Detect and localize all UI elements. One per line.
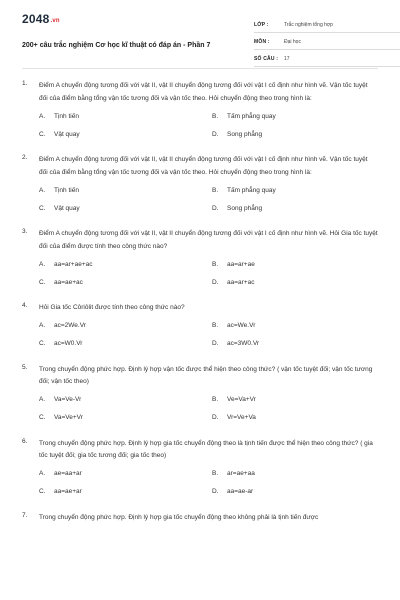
info-value: 17 bbox=[284, 56, 290, 62]
info-value[interactable]: Đại học bbox=[284, 39, 301, 45]
answer-option-text: Vật quay bbox=[54, 204, 80, 212]
answer-option[interactable] bbox=[212, 185, 385, 195]
answer-option-letter: C. bbox=[39, 130, 46, 138]
question-item bbox=[22, 438, 378, 497]
answer-option[interactable] bbox=[212, 111, 385, 121]
answer-option-text: ac=2We.Vr bbox=[54, 322, 86, 329]
answer-option[interactable] bbox=[212, 277, 385, 287]
answer-option-letter: D. bbox=[212, 340, 219, 347]
answer-option[interactable] bbox=[212, 203, 385, 213]
answer-option[interactable] bbox=[39, 487, 212, 497]
answer-option-letter: A. bbox=[39, 112, 46, 120]
answer-options bbox=[39, 395, 378, 423]
answer-option[interactable] bbox=[39, 259, 212, 269]
answer-option-letter: A. bbox=[39, 186, 46, 194]
answer-option[interactable] bbox=[212, 469, 385, 479]
answer-option-text: Va=Ve+Vr bbox=[54, 414, 83, 421]
question-item bbox=[22, 154, 378, 213]
question-number: 6. bbox=[22, 437, 28, 445]
answer-option-text: aa=ar+ae+ac bbox=[54, 260, 93, 268]
answer-option-letter: B. bbox=[212, 396, 219, 403]
answer-option[interactable] bbox=[39, 203, 212, 213]
answer-option-letter: C. bbox=[39, 204, 46, 212]
question-list bbox=[22, 80, 378, 537]
answer-option-text: ac=3W0.Vr bbox=[227, 340, 260, 347]
answer-option-text: Tấm phẳng quay bbox=[227, 112, 276, 120]
answer-option-text: Song phẳng bbox=[227, 204, 263, 212]
answer-option-letter: C. bbox=[39, 414, 46, 421]
info-row-count bbox=[254, 52, 400, 67]
answer-option-text: Ve=Va+Vr bbox=[227, 396, 256, 403]
answer-option-text: Song phẳng bbox=[227, 130, 263, 138]
answer-option[interactable] bbox=[39, 111, 212, 121]
answer-option-text: ae=aa+ar bbox=[54, 470, 82, 477]
info-label: SỐ CÂU : bbox=[254, 56, 279, 62]
question-number: 2. bbox=[22, 154, 28, 161]
answer-option[interactable] bbox=[39, 185, 212, 195]
answer-option-letter: D. bbox=[212, 130, 219, 138]
info-row-subject bbox=[254, 35, 400, 50]
answer-options bbox=[39, 259, 378, 287]
answer-option-text: aa=ar+ac bbox=[227, 278, 255, 286]
answer-options bbox=[39, 185, 378, 213]
question-item bbox=[22, 364, 378, 423]
answer-option-text: ar=ae+aa bbox=[227, 470, 255, 477]
answer-option-letter: B. bbox=[212, 260, 219, 268]
answer-option-text: aa=ae+ar bbox=[54, 488, 82, 495]
answer-option-text: aa=ar+ae bbox=[227, 260, 255, 268]
answer-option-letter: D. bbox=[212, 488, 219, 495]
answer-option-letter: D. bbox=[212, 204, 219, 212]
question-number: 4. bbox=[22, 302, 28, 309]
answer-option-text: Tấm phẳng quay bbox=[227, 186, 276, 194]
answer-option[interactable] bbox=[39, 277, 212, 287]
page-header bbox=[22, 12, 380, 60]
answer-option-letter: A. bbox=[39, 396, 46, 403]
answer-option[interactable] bbox=[39, 321, 212, 331]
answer-option-letter: B. bbox=[212, 186, 219, 194]
answer-option[interactable] bbox=[212, 339, 385, 349]
answer-option-letter: C. bbox=[39, 488, 46, 495]
question-item bbox=[22, 228, 378, 287]
answer-option[interactable] bbox=[39, 339, 212, 349]
answer-option-text: ac=We.Vr bbox=[227, 322, 256, 329]
answer-option[interactable] bbox=[212, 129, 385, 139]
logo-suffix-text: .vn bbox=[50, 18, 60, 24]
site-logo[interactable] bbox=[22, 12, 60, 26]
question-text: Điểm A chuyển động tương đối với vật II, vật II chuyển động tương đối với vật I cố định như hình vẽ. Hỏi Gia tốc tuyệt đối của điểm được tính theo công thức nào? bbox=[39, 230, 378, 250]
question-number: 5. bbox=[22, 363, 28, 371]
answer-options bbox=[39, 321, 378, 349]
answer-option-text: aa=ae+ac bbox=[54, 278, 83, 286]
logo-main-text: 2048 bbox=[22, 12, 50, 26]
answer-option[interactable] bbox=[39, 413, 212, 423]
answer-option-text: Tịnh tiến bbox=[54, 186, 79, 194]
answer-option-letter: A. bbox=[39, 260, 46, 268]
answer-option[interactable] bbox=[39, 395, 212, 405]
answer-option[interactable] bbox=[39, 469, 212, 479]
info-label: MÔN : bbox=[254, 39, 270, 45]
answer-option-text: aa=ae-ar bbox=[227, 488, 254, 495]
answer-option-text: Va=Ve-Vr bbox=[54, 396, 82, 403]
answer-option[interactable] bbox=[212, 487, 385, 497]
answer-option-letter: C. bbox=[39, 340, 46, 347]
info-panel bbox=[254, 18, 400, 67]
answer-option-letter: B. bbox=[212, 322, 219, 329]
answer-option-text: ac=W0.Vr bbox=[54, 340, 83, 347]
answer-option[interactable] bbox=[212, 413, 385, 423]
question-number: 1. bbox=[22, 80, 28, 87]
question-item bbox=[22, 80, 378, 139]
answer-option-text: Tịnh tiến bbox=[54, 112, 79, 120]
answer-option-text: Vật quay bbox=[54, 130, 80, 138]
answer-option-text: Vr=Ve+Va bbox=[227, 414, 256, 421]
question-text: Điểm A chuyển động tương đối với vật II, vật II chuyển động tương đối với vật I cố định như hình vẽ. Vận tốc tuyệt đối của điểm bằng tổng vận tốc tương đối và vận tốc theo. Hỏi chuyển động theo trong hình là: bbox=[39, 156, 368, 176]
answer-option[interactable] bbox=[39, 129, 212, 139]
page-title: 200+ câu trắc nghiệm Cơ học kĩ thuật có đáp án - Phần 7 bbox=[22, 42, 211, 49]
question-text: Trong chuyển động phức hợp. Định lý hợp gia tốc chuyển động theo là tịnh tiến được thể hiện theo công thức? ( gia tốc tuyệt đối; gia tốc tương đối; gia tốc theo) bbox=[39, 439, 373, 459]
info-value[interactable]: Trắc nghiệm tổng hợp bbox=[284, 22, 333, 28]
answer-option-letter: A. bbox=[39, 322, 46, 329]
question-text: Trong chuyển động phức hợp. Định lý hợp gia tốc chuyển động theo không phải là tịnh tiến được bbox=[39, 513, 319, 521]
answer-option[interactable] bbox=[212, 395, 385, 405]
answer-option-letter: B. bbox=[212, 470, 219, 477]
question-number: 7. bbox=[22, 511, 28, 519]
answer-option-letter: C. bbox=[39, 278, 46, 286]
answer-options bbox=[39, 469, 378, 497]
question-text: Trong chuyển động phức hợp. Định lý hợp vận tốc được thể hiện theo công thức? ( vận tốc tuyệt đối; vận tốc tương đối; vận tốc theo) bbox=[39, 365, 373, 385]
question-number: 3. bbox=[22, 228, 28, 235]
question-text: Hỏi Gia tốc Côriôlit được tính theo công thức nào? bbox=[39, 304, 185, 311]
answer-option-letter: A. bbox=[39, 470, 46, 477]
answer-option-letter: D. bbox=[212, 278, 219, 286]
answer-option[interactable] bbox=[212, 321, 385, 331]
info-label: LỚP : bbox=[254, 22, 269, 28]
header-divider bbox=[22, 68, 378, 69]
question-item bbox=[22, 302, 378, 349]
info-row-class bbox=[254, 18, 400, 33]
answer-option[interactable] bbox=[212, 259, 385, 269]
answer-option-letter: D. bbox=[212, 414, 219, 421]
question-item bbox=[22, 512, 378, 522]
question-text: Điểm A chuyển động tương đối với vật II, vật II chuyển động tương đối với vật I cố định như hình vẽ. Vận tốc tuyệt đối của điểm bằng tổng vận tốc tương đối và vận tốc theo. Hỏi chuyển động theo trong hình là: bbox=[39, 82, 368, 102]
answer-option-letter: B. bbox=[212, 112, 219, 120]
answer-options bbox=[39, 111, 378, 139]
